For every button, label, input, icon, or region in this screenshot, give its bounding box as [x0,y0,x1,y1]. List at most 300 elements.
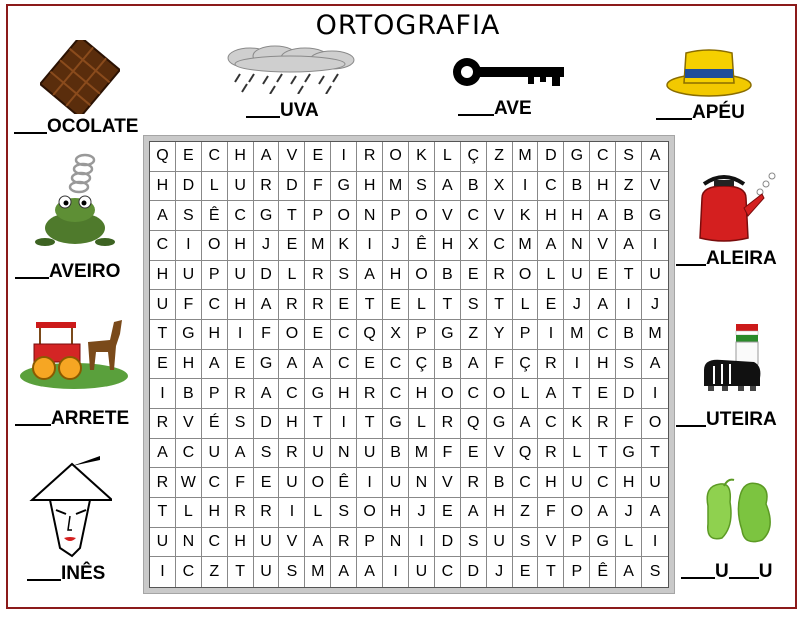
grid-cell[interactable]: C [590,468,616,498]
grid-cell[interactable]: H [487,498,513,528]
grid-cell[interactable]: I [642,379,668,409]
grid-cell[interactable]: Ê [331,468,357,498]
grid-cell[interactable]: A [461,350,487,380]
grid-cell[interactable]: S [461,528,487,558]
blank-line[interactable] [676,262,706,266]
grid-cell[interactable]: H [409,379,435,409]
grid-cell[interactable]: C [202,290,228,320]
grid-cell[interactable]: D [461,557,487,587]
grid-cell[interactable]: T [305,409,331,439]
grid-cell[interactable]: L [564,439,590,469]
grid-cell[interactable]: M [305,231,331,261]
grid-cell[interactable]: H [616,468,642,498]
grid-cell[interactable]: C [487,231,513,261]
grid-cell[interactable]: D [254,261,280,291]
grid-cell[interactable]: E [513,557,539,587]
grid-cell[interactable]: Y [487,320,513,350]
grid-cell[interactable]: I [538,320,564,350]
grid-cell[interactable]: D [279,172,305,202]
grid-cell[interactable]: J [409,498,435,528]
grid-cell[interactable]: E [176,142,202,172]
grid-cell[interactable]: D [616,379,642,409]
grid-cell[interactable]: K [409,142,435,172]
grid-cell[interactable]: P [409,320,435,350]
grid-cell[interactable]: N [331,439,357,469]
blank-line[interactable] [681,575,715,579]
grid-cell[interactable]: V [590,231,616,261]
grid-cell[interactable]: C [590,320,616,350]
grid-cell[interactable]: C [279,379,305,409]
grid-cell[interactable]: U [383,468,409,498]
grid-cell[interactable]: O [357,498,383,528]
grid-cell[interactable]: U [487,528,513,558]
grid-cell[interactable]: S [616,350,642,380]
grid-cell[interactable]: H [202,498,228,528]
grid-cell[interactable]: H [538,468,564,498]
grid-cell[interactable]: I [279,498,305,528]
grid-cell[interactable]: H [383,498,409,528]
grid-cell[interactable]: V [176,409,202,439]
grid-cell[interactable]: O [202,231,228,261]
grid-cell[interactable]: G [305,379,331,409]
grid-cell[interactable]: S [254,439,280,469]
grid-cell[interactable]: R [357,142,383,172]
grid-cell[interactable]: W [176,468,202,498]
grid-cell[interactable]: V [279,142,305,172]
grid-cell[interactable]: A [150,439,176,469]
grid-cell[interactable]: I [228,320,254,350]
blank-line[interactable] [27,577,61,581]
grid-cell[interactable]: D [176,172,202,202]
grid-cell[interactable]: G [590,528,616,558]
grid-cell[interactable]: F [487,350,513,380]
grid-cell[interactable]: S [331,261,357,291]
grid-cell[interactable]: Q [461,409,487,439]
grid-cell[interactable]: H [279,409,305,439]
grid-cell[interactable]: A [642,142,668,172]
grid-cell[interactable]: Q [150,142,176,172]
grid-cell[interactable]: K [513,201,539,231]
grid-cell[interactable]: B [487,468,513,498]
grid-cell[interactable]: R [305,290,331,320]
grid-cell[interactable]: M [409,439,435,469]
grid-cell[interactable]: D [254,409,280,439]
grid-cell[interactable]: F [305,172,331,202]
grid-cell[interactable]: I [357,231,383,261]
grid-cell[interactable]: G [383,409,409,439]
grid-cell[interactable]: F [176,290,202,320]
grid-cell[interactable]: R [305,261,331,291]
grid-cell[interactable]: H [228,290,254,320]
grid-cell[interactable]: I [409,528,435,558]
grid-cell[interactable]: E [538,290,564,320]
grid-cell[interactable]: O [487,379,513,409]
grid-cell[interactable]: N [409,468,435,498]
grid-cell[interactable]: U [176,261,202,291]
grid-cell[interactable]: J [383,231,409,261]
grid-cell[interactable]: E [305,320,331,350]
grid-cell[interactable]: F [228,468,254,498]
grid-cell[interactable]: R [279,290,305,320]
grid-cell[interactable]: K [331,231,357,261]
grid-cell[interactable]: R [357,379,383,409]
blank-line[interactable] [15,275,49,279]
grid-cell[interactable]: U [254,557,280,587]
grid-cell[interactable]: P [202,379,228,409]
grid-cell[interactable]: Ê [202,201,228,231]
grid-cell[interactable]: T [487,290,513,320]
grid-cell[interactable]: C [331,350,357,380]
grid-cell[interactable]: G [176,320,202,350]
grid-cell[interactable]: C [383,350,409,380]
grid-cell[interactable]: E [435,498,461,528]
grid-cell[interactable]: T [228,557,254,587]
grid-cell[interactable]: F [616,409,642,439]
grid-cell[interactable]: M [513,142,539,172]
grid-cell[interactable]: R [331,528,357,558]
grid-cell[interactable]: C [176,439,202,469]
grid-cell[interactable]: R [435,409,461,439]
grid-cell[interactable]: A [461,498,487,528]
grid-cell[interactable]: F [254,320,280,350]
grid-cell[interactable]: R [228,379,254,409]
grid-cell[interactable]: I [513,172,539,202]
grid-cell[interactable]: E [150,350,176,380]
grid-cell[interactable]: A [616,231,642,261]
grid-cell[interactable]: G [435,320,461,350]
grid-cell[interactable]: I [616,290,642,320]
grid-cell[interactable]: I [642,231,668,261]
grid-cell[interactable]: R [279,439,305,469]
grid-cell[interactable]: O [435,379,461,409]
grid-cell[interactable]: V [538,528,564,558]
grid-cell[interactable]: O [305,468,331,498]
grid-cell[interactable]: E [590,379,616,409]
grid-cell[interactable]: U [642,468,668,498]
grid-cell[interactable]: D [538,142,564,172]
grid-cell[interactable]: B [435,261,461,291]
grid-cell[interactable]: H [435,231,461,261]
grid-cell[interactable]: R [487,261,513,291]
grid-cell[interactable]: S [409,172,435,202]
grid-cell[interactable]: Q [357,320,383,350]
grid-cell[interactable]: C [228,201,254,231]
grid-cell[interactable]: P [202,261,228,291]
grid-cell[interactable]: I [331,409,357,439]
grid-cell[interactable]: U [279,468,305,498]
grid-cell[interactable]: R [228,498,254,528]
grid-cell[interactable]: S [331,498,357,528]
grid-cell[interactable]: L [538,261,564,291]
grid-cell[interactable]: K [564,409,590,439]
grid-cell[interactable]: E [461,439,487,469]
grid-cell[interactable]: I [150,379,176,409]
grid-cell[interactable]: U [642,261,668,291]
grid-cell[interactable]: A [538,379,564,409]
grid-cell[interactable]: C [150,231,176,261]
grid-cell[interactable]: R [538,350,564,380]
grid-cell[interactable]: Z [487,142,513,172]
grid-cell[interactable]: C [435,557,461,587]
grid-cell[interactable]: G [642,201,668,231]
grid-cell[interactable]: L [513,379,539,409]
grid-cell[interactable]: R [461,468,487,498]
grid-cell[interactable]: H [383,261,409,291]
grid-cell[interactable]: A [357,557,383,587]
grid-cell[interactable]: I [642,528,668,558]
grid-cell[interactable]: Z [616,172,642,202]
grid-cell[interactable]: T [279,201,305,231]
grid-cell[interactable]: R [254,498,280,528]
grid-cell[interactable]: A [538,231,564,261]
grid-cell[interactable]: L [409,290,435,320]
grid-cell[interactable]: A [254,290,280,320]
grid-cell[interactable]: B [383,439,409,469]
grid-cell[interactable]: S [176,201,202,231]
grid-cell[interactable]: Q [513,439,539,469]
blank-line[interactable] [15,422,51,426]
grid-cell[interactable]: G [254,201,280,231]
grid-cell[interactable]: O [409,261,435,291]
grid-cell[interactable]: N [357,201,383,231]
grid-cell[interactable]: U [305,439,331,469]
grid-cell[interactable]: Ç [409,350,435,380]
grid-cell[interactable]: U [564,468,590,498]
grid-cell[interactable]: I [176,231,202,261]
grid-cell[interactable]: L [279,261,305,291]
grid-cell[interactable]: C [176,557,202,587]
grid-cell[interactable]: U [228,261,254,291]
grid-cell[interactable]: T [435,290,461,320]
grid-cell[interactable]: H [590,172,616,202]
grid-cell[interactable]: P [513,320,539,350]
grid-cell[interactable]: M [642,320,668,350]
grid-cell[interactable]: C [202,528,228,558]
grid-cell[interactable]: E [228,350,254,380]
grid-cell[interactable]: A [642,498,668,528]
grid-cell[interactable]: C [538,172,564,202]
grid-cell[interactable]: U [150,528,176,558]
grid-cell[interactable]: F [538,498,564,528]
grid-cell[interactable]: H [357,172,383,202]
grid-cell[interactable]: N [176,528,202,558]
grid-cell[interactable]: T [150,320,176,350]
grid-cell[interactable]: E [331,290,357,320]
grid-cell[interactable]: P [564,528,590,558]
grid-cell[interactable]: L [616,528,642,558]
grid-cell[interactable]: J [616,498,642,528]
grid-cell[interactable]: L [305,498,331,528]
grid-cell[interactable]: E [254,468,280,498]
grid-cell[interactable]: B [461,172,487,202]
grid-cell[interactable]: S [461,290,487,320]
grid-cell[interactable]: C [590,142,616,172]
grid-cell[interactable]: B [176,379,202,409]
grid-cell[interactable]: P [357,528,383,558]
grid-cell[interactable]: V [487,201,513,231]
grid-cell[interactable]: A [590,290,616,320]
grid-cell[interactable]: G [487,409,513,439]
grid-cell[interactable]: V [642,172,668,202]
grid-cell[interactable]: M [513,231,539,261]
grid-cell[interactable]: S [649,563,661,581]
grid-cell[interactable]: J [254,231,280,261]
grid-cell[interactable]: G [331,172,357,202]
grid-cell[interactable]: O [513,261,539,291]
grid-cell[interactable]: J [564,290,590,320]
grid-cell[interactable]: H [331,379,357,409]
grid-cell[interactable]: L [513,290,539,320]
grid-cell[interactable]: R [590,409,616,439]
grid-cell[interactable]: C [383,379,409,409]
grid-cell[interactable]: B [435,350,461,380]
grid-cell[interactable]: R [538,439,564,469]
grid-cell[interactable]: X [487,172,513,202]
grid-cell[interactable]: H [564,201,590,231]
grid-cell[interactable]: Z [461,320,487,350]
grid-cell[interactable]: X [461,231,487,261]
grid-cell[interactable]: A [616,557,642,587]
grid-cell[interactable]: C [461,201,487,231]
grid-cell[interactable]: T [642,439,668,469]
grid-cell[interactable]: H [228,231,254,261]
grid-cell[interactable]: U [202,439,228,469]
grid-cell[interactable]: C [461,379,487,409]
grid-cell[interactable]: A [590,498,616,528]
grid-cell[interactable]: V [487,439,513,469]
grid-cell[interactable]: I [383,557,409,587]
grid-cell[interactable]: H [228,142,254,172]
grid-cell[interactable]: Z [202,557,228,587]
grid-cell[interactable]: C [202,468,228,498]
grid-cell[interactable]: E [305,142,331,172]
blank-line[interactable] [656,116,692,120]
grid-cell[interactable]: V [435,201,461,231]
grid-cell[interactable]: O [279,320,305,350]
grid-cell[interactable]: H [150,172,176,202]
grid-cell[interactable]: A [202,350,228,380]
grid-cell[interactable]: H [150,261,176,291]
grid-cell[interactable]: G [254,350,280,380]
grid-cell[interactable]: M [305,557,331,587]
grid-cell[interactable]: V [279,528,305,558]
grid-cell[interactable]: G [564,142,590,172]
grid-cell[interactable]: J [487,557,513,587]
grid-cell[interactable]: U [357,439,383,469]
grid-cell[interactable]: A [254,142,280,172]
grid-cell[interactable]: A [435,172,461,202]
grid-cell[interactable]: N [383,528,409,558]
grid-cell[interactable]: O [642,409,668,439]
grid-cell[interactable]: R [150,409,176,439]
grid-cell[interactable]: D [435,528,461,558]
grid-cell[interactable]: O [383,142,409,172]
grid-cell[interactable]: L [176,498,202,528]
grid-cell[interactable]: Ê [590,557,616,587]
grid-cell[interactable]: G [616,439,642,469]
blank-line[interactable] [14,130,47,134]
grid-cell[interactable]: L [435,142,461,172]
grid-cell[interactable]: A [590,201,616,231]
grid-cell[interactable]: T [357,409,383,439]
grid-cell[interactable]: S [228,409,254,439]
grid-cell[interactable]: Z [513,498,539,528]
grid-cell[interactable]: P [564,557,590,587]
grid-cell[interactable]: T [150,498,176,528]
grid-cell[interactable]: T [564,379,590,409]
grid-cell[interactable]: C [538,409,564,439]
grid-cell[interactable]: H [202,320,228,350]
grid-cell[interactable]: A [305,350,331,380]
grid-cell[interactable]: H [538,201,564,231]
grid-cell[interactable]: S [616,142,642,172]
grid-cell[interactable]: B [564,172,590,202]
grid-cell[interactable]: I [331,142,357,172]
grid-cell[interactable]: I [150,557,176,587]
blank-line[interactable] [458,112,494,116]
blank-line[interactable] [729,575,759,579]
grid-cell[interactable]: E [383,290,409,320]
grid-cell[interactable]: U [228,172,254,202]
grid-cell[interactable]: S [513,528,539,558]
grid-cell[interactable]: H [176,350,202,380]
grid-cell[interactable]: M [383,172,409,202]
grid-cell[interactable]: P [383,201,409,231]
grid-cell[interactable]: A [254,379,280,409]
grid-cell[interactable]: Ê [409,231,435,261]
grid-cell[interactable]: A [642,350,668,380]
grid-cell[interactable]: O [331,201,357,231]
grid-cell[interactable]: T [357,290,383,320]
grid-cell[interactable]: U [254,528,280,558]
grid-cell[interactable]: H [228,528,254,558]
blank-line[interactable] [246,114,280,118]
grid-cell[interactable]: U [564,261,590,291]
grid-cell[interactable]: U [150,290,176,320]
grid-cell[interactable]: L [202,172,228,202]
grid-cell[interactable]: I [357,468,383,498]
grid-cell[interactable]: C [331,320,357,350]
grid-cell[interactable]: É [202,409,228,439]
grid-cell[interactable]: A [305,528,331,558]
grid-cell[interactable]: E [590,261,616,291]
grid-cell[interactable]: P [305,201,331,231]
grid-cell[interactable]: L [409,409,435,439]
grid-cell[interactable]: A [357,261,383,291]
grid-cell[interactable]: I [564,350,590,380]
grid-cell[interactable]: H [590,350,616,380]
grid-cell[interactable]: X [383,320,409,350]
grid-cell[interactable]: B [616,201,642,231]
grid-cell[interactable]: E [279,231,305,261]
grid-cell[interactable]: T [538,557,564,587]
grid-cell[interactable]: T [616,261,642,291]
grid-cell[interactable]: O [409,201,435,231]
grid-cell[interactable]: A [150,201,176,231]
grid-cell[interactable]: F [435,439,461,469]
blank-line[interactable] [676,423,706,427]
grid-cell[interactable]: U [409,557,435,587]
grid-cell[interactable]: Ç [461,142,487,172]
grid-cell[interactable]: Ç [513,350,539,380]
grid-cell[interactable]: C [513,468,539,498]
grid-cell[interactable]: A [331,557,357,587]
grid-cell[interactable]: M [564,320,590,350]
grid-cell[interactable]: C [202,142,228,172]
grid-cell[interactable]: B [616,320,642,350]
grid-cell[interactable]: S [279,557,305,587]
grid-cell[interactable]: N [564,231,590,261]
